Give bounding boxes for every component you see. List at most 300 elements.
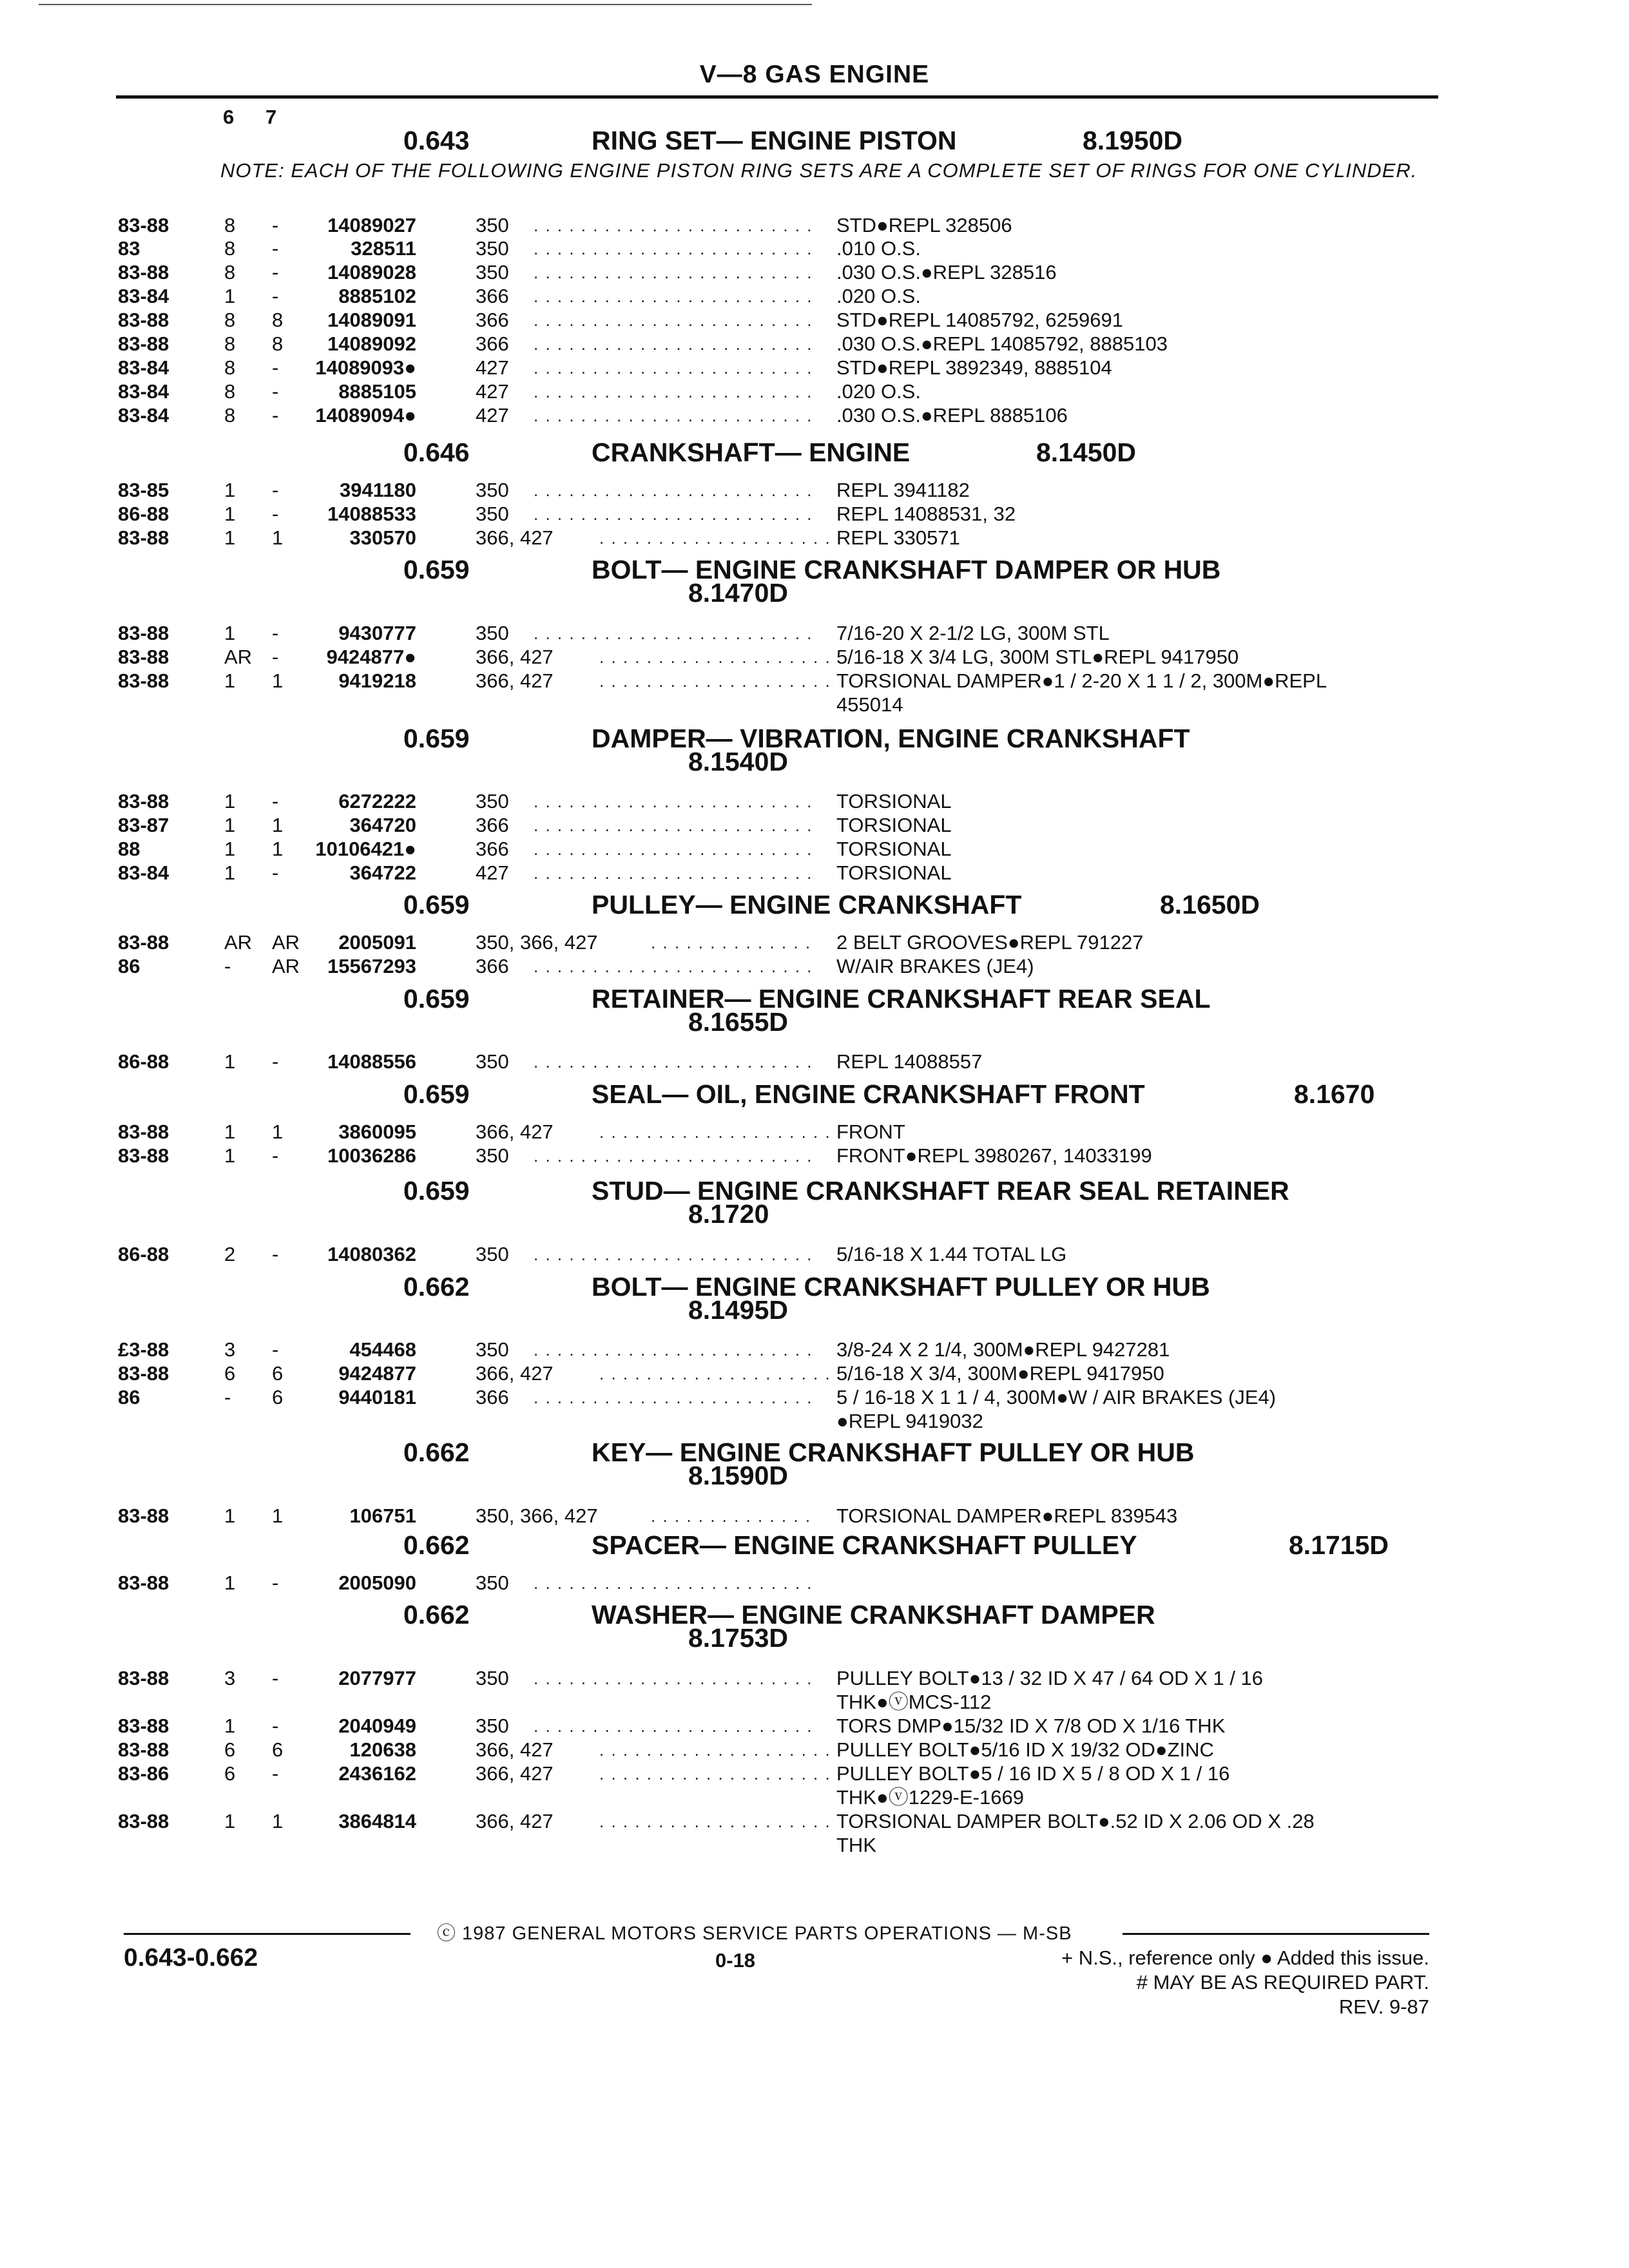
engine-size: 366: [476, 955, 509, 977]
bolt-damper-section-code: 8.1470D: [688, 578, 789, 608]
scan-edge-line: [39, 4, 812, 5]
leader-dots: . . . . . . . . . . . . . . . . . . . .: [599, 671, 831, 691]
part-number: 2077977: [338, 1667, 416, 1689]
part-number: 3941180: [340, 479, 416, 501]
qty-col-6: 1: [224, 1715, 236, 1737]
table-row: [0, 1361, 1629, 1387]
engine-size: 366: [476, 814, 509, 836]
part-number: 14089091: [327, 309, 416, 331]
qty-col-7: -: [272, 790, 279, 812]
bolt-damper-section-title: BOLT— ENGINE CRANKSHAFT DAMPER OR HUB: [592, 555, 1221, 584]
qty-col-6: 8: [224, 356, 236, 379]
qty-col-6: 6: [224, 1738, 236, 1761]
engine-size: 350: [476, 1571, 509, 1594]
engine-size: 350, 366, 427: [476, 1504, 598, 1527]
qty-col-6: 3: [224, 1667, 236, 1689]
leader-dots: . . . . . . . . . . . . . . . . . . . . . . . .: [534, 1573, 813, 1593]
model-years: 83-88: [118, 790, 169, 812]
qty-col-7: -: [272, 356, 279, 379]
qty-col-6: 1: [224, 814, 236, 836]
description: 5/16-18 X 3/4, 300M●REPL 9417950: [836, 1362, 1164, 1385]
qty-col-7: 8: [272, 309, 284, 331]
qty-col-6: 3: [224, 1338, 236, 1361]
part-number: 14080362: [327, 1243, 416, 1265]
leader-dots: . . . . . . . . . . . . . . . . . . . . . . . .: [534, 1388, 813, 1407]
part-number: 120638: [349, 1738, 416, 1761]
description: STD●REPL 328506: [836, 214, 1012, 236]
engine-size: 366: [476, 285, 509, 307]
qty-col-7: 8: [272, 332, 284, 355]
leader-dots: . . . . . . . . . . . . . . . . . . . . . . . .: [534, 311, 813, 330]
engine-size: 366: [476, 838, 509, 860]
description: FRONT: [836, 1120, 905, 1143]
description: 2 BELT GROOVES●REPL 791227: [836, 931, 1144, 954]
description: TORSIONAL DAMPER●REPL 839543: [836, 1504, 1178, 1527]
qty-col-6: 1: [224, 1120, 236, 1143]
qty-col-7: -: [272, 1667, 279, 1689]
engine-size: 350: [476, 1715, 509, 1737]
qty-col-7: -: [272, 1050, 279, 1073]
stud-group-number: 0.659: [403, 1176, 470, 1206]
leader-dots: . . . . . . . . . . . . . . . . . . . . . . . .: [534, 792, 813, 811]
table-row: [0, 1119, 1629, 1145]
retainer-group-number: 0.659: [403, 984, 470, 1014]
description-continued: THK●ⓥ1229-E-1669: [836, 1786, 1024, 1809]
copyright-line: ⓒ 1987 GENERAL MOTORS SERVICE PARTS OPERATIONS — M-SB: [437, 1923, 1072, 1944]
description: TORSIONAL: [836, 814, 952, 836]
description: .010 O.S.: [836, 237, 921, 260]
description: TORS DMP●15/32 ID X 7/8 OD X 1/16 THK: [836, 1715, 1226, 1737]
leader-dots: . . . . . . . . . . . . . . . . . . . . . . . .: [534, 1245, 813, 1264]
washer-group-number: 0.662: [403, 1600, 470, 1629]
table-row: [0, 1737, 1629, 1763]
table-row: [0, 355, 1629, 381]
leader-dots: . . . . . . . . . . . . . . . . . . . . . . . .: [534, 239, 813, 258]
qty-col-7: -: [272, 1715, 279, 1737]
table-row: [0, 1809, 1629, 1834]
table-row: [0, 501, 1629, 527]
model-years: 83-84: [118, 861, 169, 884]
qty-col-6: 1: [224, 1050, 236, 1073]
table-row: [0, 1242, 1629, 1267]
leader-dots: . . . . . . . . . . . . . . . . . . . . . . . .: [534, 287, 813, 306]
model-years: 83-88: [118, 526, 169, 549]
stud-section-code: 8.1720: [688, 1199, 769, 1229]
leader-dots: . . . . . . . . . . . . . . . . . . . .: [599, 1122, 831, 1142]
qty-col-6: -: [224, 1386, 231, 1408]
qty-col-7: 6: [272, 1738, 284, 1761]
key-section-title: KEY— ENGINE CRANKSHAFT PULLEY OR HUB: [592, 1437, 1195, 1467]
qty-col-6: 8: [224, 380, 236, 403]
model-years: 83: [118, 237, 140, 260]
leader-dots: . . . . . . . . . . . . . . . . . . . . . . . .: [534, 406, 813, 425]
table-row: [0, 954, 1629, 979]
leader-dots: . . . . . . . . . . . . . . . . . . . . . . . .: [534, 957, 813, 976]
leader-dots: . . . . . . . . . . . . . . . . . . . .: [599, 1364, 831, 1383]
table-row: [0, 331, 1629, 357]
engine-size: 366, 427: [476, 1762, 554, 1785]
table-row: [0, 284, 1629, 309]
qty-col-7: -: [272, 1762, 279, 1785]
part-number: 15567293: [327, 955, 416, 977]
part-number: 3864814: [338, 1810, 416, 1832]
description: REPL 14088531, 32: [836, 503, 1016, 525]
engine-size: 350: [476, 503, 509, 525]
qty-col-6: 1: [224, 1810, 236, 1832]
qty-col-6: 1: [224, 479, 236, 501]
leader-dots: . . . . . . . . . . . . . . . . . . . . . . . .: [534, 382, 813, 401]
engine-size: 427: [476, 380, 509, 403]
model-years: 83-88: [118, 1738, 169, 1761]
description: TORSIONAL DAMPER BOLT●.52 ID X 2.06 OD X .28: [836, 1810, 1315, 1832]
qty-col-7: -: [272, 237, 279, 260]
table-row: [0, 403, 1629, 428]
leader-dots: . . . . . . . . . . . . . . . . . . . . . . . .: [534, 863, 813, 883]
model-years: 83-84: [118, 356, 169, 379]
qty-col-7: -: [272, 404, 279, 427]
page-title: V—8 GAS ENGINE: [699, 61, 930, 88]
qty-col-6: 1: [224, 503, 236, 525]
title-rule: [116, 95, 1438, 99]
leader-dots: . . . . . . . . . . . . . . . . . . . . . . . .: [534, 216, 813, 235]
qty-col-7: -: [272, 646, 279, 668]
engine-size: 350: [476, 1667, 509, 1689]
qty-col-7: -: [272, 1571, 279, 1594]
footer-rule-left: [124, 1933, 410, 1935]
table-row: [0, 307, 1629, 333]
qty-col-7: -: [272, 1144, 279, 1167]
table-row: [0, 1713, 1629, 1739]
qty-col-6: AR: [224, 931, 253, 954]
table-row: [0, 668, 1629, 694]
damper-section-title: DAMPER— VIBRATION, ENGINE CRANKSHAFT: [592, 724, 1190, 753]
part-number: 9440181: [338, 1386, 416, 1408]
table-row: [0, 1761, 1629, 1787]
description: 7/16-20 X 2-1/2 LG, 300M STL: [836, 622, 1110, 644]
qty-col-7: 1: [272, 1810, 284, 1832]
table-row: [0, 1503, 1629, 1529]
qty-col-7: 1: [272, 669, 284, 692]
description: TORSIONAL: [836, 790, 952, 812]
pulley-section-title: PULLEY— ENGINE CRANKSHAFT: [592, 890, 1022, 919]
engine-size: 350: [476, 261, 509, 284]
model-years: 83-88: [118, 309, 169, 331]
description: 3/8-24 X 2 1/4, 300M●REPL 9427281: [836, 1338, 1170, 1361]
bolt-pulley-section-title: BOLT— ENGINE CRANKSHAFT PULLEY OR HUB: [592, 1272, 1210, 1302]
description: .020 O.S.: [836, 380, 921, 403]
key-section-code: 8.1590D: [688, 1461, 789, 1490]
seal-section-code: 8.1670: [1294, 1079, 1375, 1109]
footer-rule-right: [1123, 1933, 1429, 1935]
leader-dots: . . . . . . . . . . . . . . . . . . . . . . . .: [534, 505, 813, 524]
table-row: [0, 836, 1629, 862]
ring-set-section-title: RING SET— ENGINE PISTON: [592, 126, 957, 155]
leader-dots: . . . . . . . . . . . . . . . . . . . .: [599, 528, 831, 548]
part-number: 364720: [349, 814, 416, 836]
engine-size: 366: [476, 332, 509, 355]
group-range: 0.643-0.662: [124, 1944, 258, 1972]
qty-col-7: AR: [272, 931, 300, 954]
part-number: 10036286: [327, 1144, 416, 1167]
description: .020 O.S.: [836, 285, 921, 307]
description-continued: THK●ⓥMCS-112: [836, 1691, 992, 1713]
engine-size: 350: [476, 1144, 509, 1167]
leader-dots: . . . . . . . . . . . . . . . . . . . . . . . .: [534, 624, 813, 643]
part-number: 14089027: [327, 214, 416, 236]
qty-col-7: -: [272, 1338, 279, 1361]
table-row: [0, 1570, 1629, 1596]
engine-size: 350: [476, 1050, 509, 1073]
crankshaft-group-number: 0.646: [403, 437, 470, 467]
part-number: 3860095: [338, 1120, 416, 1143]
part-number: 8885105: [338, 380, 416, 403]
description: W/AIR BRAKES (JE4): [836, 955, 1034, 977]
table-row: [0, 260, 1629, 285]
part-number: 14089093●: [315, 356, 416, 379]
qty-col-6: 1: [224, 526, 236, 549]
model-years: 83-84: [118, 380, 169, 403]
engine-size: 366, 427: [476, 1120, 554, 1143]
description: TORSIONAL: [836, 838, 952, 860]
qty-col-6: 1: [224, 622, 236, 644]
legend-as-required: # MAY BE AS REQUIRED PART.: [1136, 1971, 1429, 1994]
spacer-group-number: 0.662: [403, 1530, 470, 1560]
model-years: £3-88: [118, 1338, 169, 1361]
ring-set-section-code: 8.1950D: [1083, 126, 1183, 155]
table-row: [0, 789, 1629, 814]
description: 5/16-18 X 3/4 LG, 300M STL●REPL 9417950: [836, 646, 1239, 668]
model-years: 86: [118, 1386, 140, 1408]
bolt-damper-group-number: 0.659: [403, 555, 470, 584]
qty-col-6: 6: [224, 1362, 236, 1385]
engine-size: 366, 427: [476, 646, 554, 668]
column-head-7: 7: [265, 106, 277, 128]
engine-size: 366, 427: [476, 1738, 554, 1761]
damper-group-number: 0.659: [403, 724, 470, 753]
leader-dots: . . . . . . . . . . . . . . . . . . . .: [599, 1764, 831, 1783]
description: REPL 14088557: [836, 1050, 983, 1073]
part-number: 14089092: [327, 332, 416, 355]
table-row: [0, 812, 1629, 838]
model-years: 88: [118, 838, 140, 860]
part-number: 2005091: [338, 931, 416, 954]
table-row: [0, 930, 1629, 956]
qty-col-7: 1: [272, 838, 284, 860]
engine-size: 427: [476, 861, 509, 884]
spacer-section-code: 8.1715D: [1289, 1530, 1389, 1560]
part-number: 9424877●: [326, 646, 416, 668]
seal-section-title: SEAL— OIL, ENGINE CRANKSHAFT FRONT: [592, 1079, 1145, 1109]
qty-col-7: -: [272, 380, 279, 403]
model-years: 83-88: [118, 1504, 169, 1527]
qty-col-7: AR: [272, 955, 300, 977]
part-number: 14089028: [327, 261, 416, 284]
washer-section-title: WASHER— ENGINE CRANKSHAFT DAMPER: [592, 1600, 1155, 1629]
model-years: 83-88: [118, 931, 169, 954]
ring-set-group-number: 0.643: [403, 126, 470, 155]
leader-dots: . . . . . . . . . . . . . . . . . . . .: [599, 1812, 831, 1831]
model-years: 83-85: [118, 479, 169, 501]
qty-col-6: 1: [224, 669, 236, 692]
part-number: 2005090: [338, 1571, 416, 1594]
qty-col-6: 8: [224, 214, 236, 236]
engine-size: 350: [476, 479, 509, 501]
engine-size: 366, 427: [476, 1810, 554, 1832]
qty-col-6: 1: [224, 861, 236, 884]
bolt-pulley-section-code: 8.1495D: [688, 1295, 789, 1325]
part-number: 6272222: [338, 790, 416, 812]
qty-col-6: 8: [224, 261, 236, 284]
qty-col-7: 1: [272, 1504, 284, 1527]
model-years: 83-88: [118, 1144, 169, 1167]
engine-size: 350: [476, 1243, 509, 1265]
legend-added: + N.S., reference only ● Added this issue.: [1061, 1946, 1429, 1969]
description: TORSIONAL DAMPER●1 / 2-20 X 1 1 / 2, 300M●REPL: [836, 669, 1327, 692]
qty-col-7: 6: [272, 1386, 284, 1408]
leader-dots: . . . . . . . . . . . . . . . . . . . . . . . .: [534, 816, 813, 835]
qty-col-6: 1: [224, 285, 236, 307]
description-continued: 455014: [836, 693, 903, 716]
qty-col-6: 2: [224, 1243, 236, 1265]
table-row: [0, 620, 1629, 646]
engine-size: 427: [476, 356, 509, 379]
qty-col-6: 1: [224, 1571, 236, 1594]
table-row: [0, 860, 1629, 886]
model-years: 83-87: [118, 814, 169, 836]
description: FRONT●REPL 3980267, 14033199: [836, 1144, 1152, 1167]
qty-col-7: 1: [272, 1120, 284, 1143]
qty-col-7: 6: [272, 1362, 284, 1385]
qty-col-7: 1: [272, 526, 284, 549]
spacer-section-title: SPACER— ENGINE CRANKSHAFT PULLEY: [592, 1530, 1137, 1560]
qty-col-6: 8: [224, 309, 236, 331]
model-years: 83-88: [118, 622, 169, 644]
part-number: 454468: [349, 1338, 416, 1361]
crankshaft-section-title: CRANKSHAFT— ENGINE: [592, 437, 911, 467]
model-years: 83-84: [118, 404, 169, 427]
model-years: 86-88: [118, 503, 169, 525]
table-row: [0, 1666, 1629, 1691]
table-row: [0, 379, 1629, 405]
pulley-section-code: 8.1650D: [1160, 890, 1260, 919]
qty-col-7: -: [272, 1243, 279, 1265]
leader-dots: . . . . . . . . . . . . . . . . . . . . . . . .: [534, 481, 813, 500]
leader-dots: . . . . . . . . . . . . . . . . . . . . . . . .: [534, 334, 813, 354]
part-number: 14089094●: [315, 404, 416, 427]
model-years: 83-88: [118, 1810, 169, 1832]
engine-size: 427: [476, 404, 509, 427]
description: STD●REPL 3892349, 8885104: [836, 356, 1112, 379]
model-years: 83-88: [118, 1120, 169, 1143]
leader-dots: . . . . . . . . . . . . . .: [651, 1506, 812, 1526]
table-row: [0, 644, 1629, 670]
model-years: 83-88: [118, 1715, 169, 1737]
model-years: 83-88: [118, 1667, 169, 1689]
part-number: 9424877: [338, 1362, 416, 1385]
ring-set-note: NOTE: EACH OF THE FOLLOWING ENGINE PISTON RING SETS ARE A COMPLETE SET OF RINGS FOR ONE CYLINDER.: [220, 159, 1418, 182]
part-number: 2436162: [338, 1762, 416, 1785]
part-number: 9430777: [338, 622, 416, 644]
qty-col-7: -: [272, 479, 279, 501]
crankshaft-section-code: 8.1450D: [1036, 437, 1137, 467]
description: .030 O.S.●REPL 14085792, 8885103: [836, 332, 1168, 355]
bolt-pulley-group-number: 0.662: [403, 1272, 470, 1302]
description: .030 O.S.●REPL 8885106: [836, 404, 1068, 427]
engine-size: 350: [476, 237, 509, 260]
part-number: 106751: [349, 1504, 416, 1527]
stud-section-title: STUD— ENGINE CRANKSHAFT REAR SEAL RETAINER: [592, 1176, 1289, 1206]
qty-col-6: 8: [224, 332, 236, 355]
leader-dots: . . . . . . . . . . . . . . . . . . . . . . . .: [534, 358, 813, 378]
model-years: 83-88: [118, 669, 169, 692]
qty-col-6: 1: [224, 1504, 236, 1527]
engine-size: 366, 427: [476, 669, 554, 692]
revision: REV. 9-87: [1338, 1995, 1429, 2018]
part-number: 330570: [349, 526, 416, 549]
leader-dots: . . . . . . . . . . . . . . . . . . . . . . . .: [534, 1669, 813, 1688]
retainer-section-title: RETAINER— ENGINE CRANKSHAFT REAR SEAL: [592, 984, 1211, 1014]
leader-dots: . . . . . . . . . . . . . . . . . . . .: [599, 1740, 831, 1760]
table-row: [0, 477, 1629, 503]
part-number: 14088533: [327, 503, 416, 525]
qty-col-6: AR: [224, 646, 253, 668]
qty-col-6: 1: [224, 1144, 236, 1167]
table-row: [0, 1385, 1629, 1410]
engine-size: 366, 427: [476, 1362, 554, 1385]
column-head-6: 6: [223, 106, 235, 128]
leader-dots: . . . . . . . . . . . . . . . . . . . . . . . .: [534, 840, 813, 859]
part-number: 328511: [351, 237, 416, 260]
qty-col-6: 1: [224, 838, 236, 860]
description: PULLEY BOLT●13 / 32 ID X 47 / 64 OD X 1 / 16: [836, 1667, 1264, 1689]
retainer-section-code: 8.1655D: [688, 1007, 789, 1037]
engine-size: 350, 366, 427: [476, 931, 598, 954]
description: TORSIONAL: [836, 861, 952, 884]
model-years: 83-84: [118, 285, 169, 307]
model-years: 86-88: [118, 1243, 169, 1265]
table-row: [0, 1143, 1629, 1169]
model-years: 86: [118, 955, 140, 977]
description-continued: THK: [836, 1834, 876, 1856]
qty-col-7: -: [272, 214, 279, 236]
description: 5 / 16-18 X 1 1 / 4, 300M●W / AIR BRAKES (JE4): [836, 1386, 1277, 1408]
qty-col-7: 1: [272, 814, 284, 836]
damper-section-code: 8.1540D: [688, 747, 789, 776]
model-years: 83-88: [118, 332, 169, 355]
description: PULLEY BOLT●5/16 ID X 19/32 OD●ZINC: [836, 1738, 1214, 1761]
description: .030 O.S.●REPL 328516: [836, 261, 1057, 284]
description: REPL 330571: [836, 526, 960, 549]
leader-dots: . . . . . . . . . . . . . . . . . . . . . . . .: [534, 1716, 813, 1736]
engine-size: 366, 427: [476, 526, 554, 549]
leader-dots: . . . . . . . . . . . . . .: [651, 933, 812, 952]
leader-dots: . . . . . . . . . . . . . . . . . . . . . . . .: [534, 1052, 813, 1072]
description: PULLEY BOLT●5 / 16 ID X 5 / 8 OD X 1 / 16: [836, 1762, 1230, 1785]
engine-size: 350: [476, 790, 509, 812]
qty-col-6: -: [224, 955, 231, 977]
engine-size: 350: [476, 1338, 509, 1361]
leader-dots: . . . . . . . . . . . . . . . . . . . . . . . .: [534, 263, 813, 282]
model-years: 83-88: [118, 1571, 169, 1594]
description: STD●REPL 14085792, 6259691: [836, 309, 1124, 331]
part-number: 8885102: [338, 285, 416, 307]
table-row: [0, 1337, 1629, 1363]
model-years: 83-86: [118, 1762, 169, 1785]
seal-group-number: 0.659: [403, 1079, 470, 1109]
engine-size: 366: [476, 1386, 509, 1408]
qty-col-6: 8: [224, 404, 236, 427]
qty-col-6: 6: [224, 1762, 236, 1785]
